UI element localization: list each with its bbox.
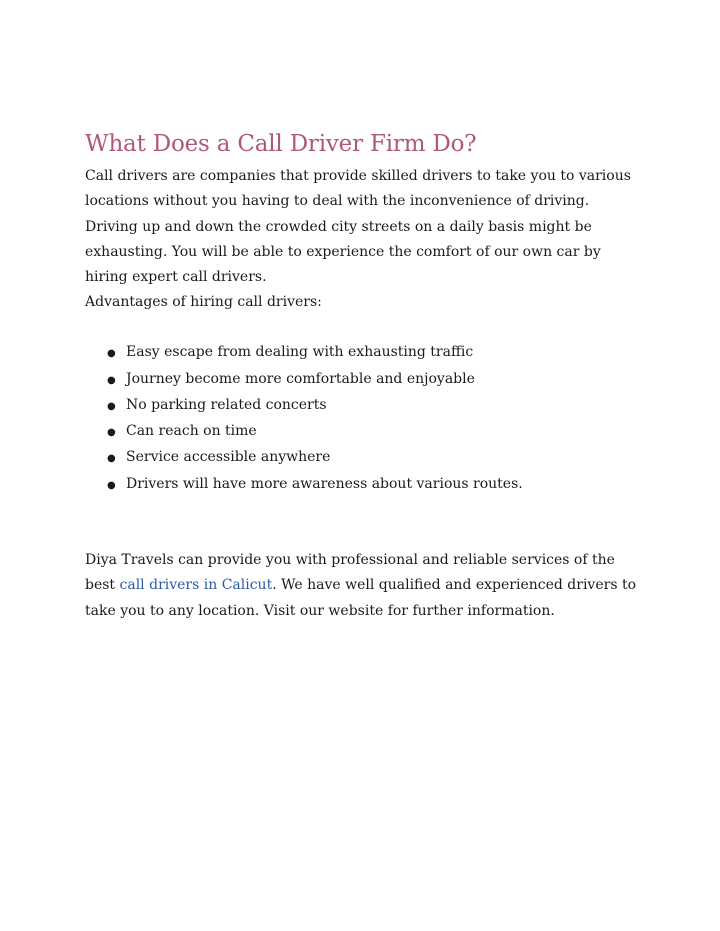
list-item-text: Journey become more comfortable and enjoyable (126, 370, 475, 387)
closing-text-before-link: Diya Travels can provide you with professional and reliable services of the best (85, 552, 615, 594)
advantages-list (85, 340, 645, 498)
page-title: What Does a Call Driver Firm Do? (85, 131, 477, 157)
bullet-icon: ● (107, 479, 116, 491)
list-item (85, 472, 645, 498)
list-item-text: No parking related concerts (126, 396, 327, 413)
closing-text-after-link: . We have well qualified and experienced drivers to take you to any location. Visit our website for further information. (85, 577, 637, 619)
document-page (85, 128, 645, 624)
list-item (85, 367, 645, 393)
closing-paragraph (85, 548, 645, 624)
list-item (85, 445, 645, 471)
list-item (85, 419, 645, 445)
list-item-text: Can reach on time (126, 423, 257, 440)
bullet-icon: ● (107, 374, 116, 386)
bullet-icon: ● (107, 400, 116, 412)
call-drivers-calicut-link[interactable]: call drivers in Calicut (119, 577, 273, 594)
bullet-icon: ● (107, 453, 116, 465)
advantages-heading: Advantages of hiring call drivers: (85, 294, 322, 310)
list-item (85, 393, 645, 419)
list-item-text: Drivers will have more awareness about various routes. (126, 475, 523, 492)
list-item (85, 340, 645, 366)
bullet-icon: ● (107, 348, 116, 360)
bullet-icon: ● (107, 427, 116, 439)
list-item-text: Easy escape from dealing with exhausting traffic (126, 344, 474, 361)
list-item-text: Service accessible anywhere (126, 449, 331, 466)
intro-paragraph: Call drivers are companies that provide skilled drivers to take you to various locations without you having to deal with the inconvenience of driving. Driving up and down the crowded city streets on a daily basis might be exhausting. You will be able to experience the comfort of our own car by hiring expert call drivers. (85, 168, 631, 286)
